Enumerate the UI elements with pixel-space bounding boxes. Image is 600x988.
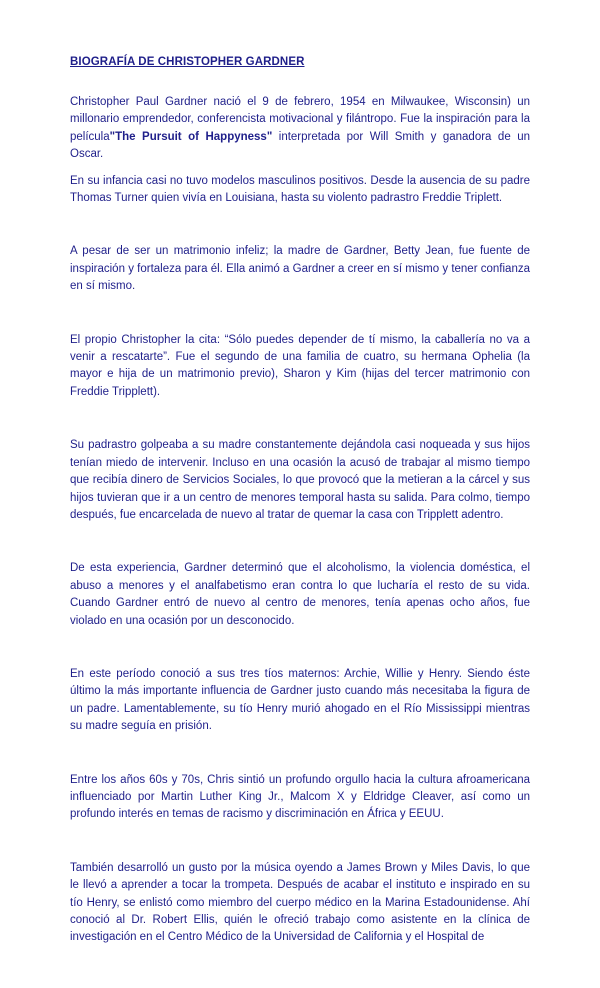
paragraph-quote: El propio Christopher la cita: “Sólo puedes depender de tí mismo, la caballería no va a venir a rescatarte”. Fue el segundo de una familia de cuatro, su hermana Ophelia (la mayor e hija de un matrimonio previo), Sharon y Kim (hijas del tercer matrimonio con Freddie Tripplett). [70, 333, 530, 398]
paragraph-childhood: En su infancia casi no tuvo modelos masculinos positivos. Desde la ausencia de su padre Thomas Turner quien vivía en Louisiana, hasta su violento padrastro Freddie Triplett. [70, 174, 530, 205]
film-title: "The Pursuit of Happyness" [109, 130, 273, 143]
paragraph-mother: A pesar de ser un matrimonio infeliz; la madre de Gardner, Betty Jean, fue fuente de inspiración y fortaleza para él. Ella animó a Gardner a creer en sí mismo y tener confianza en sí mismo. [70, 245, 530, 293]
paragraph-intro-text-end: interpretada por Will Smith y ganadora de un Oscar. [70, 130, 531, 161]
paragraph-intro-text: Christopher Paul Gardner nació el 9 de febrero, 1954 en Milwaukee, Wisconsin) un millonario emprendedor, conferencista motivacional y filántropo. Fue la inspiración para la película [70, 96, 530, 143]
paragraph-music: También desarrolló un gusto por la música oyendo a James Brown y Miles Davis, lo que le llevó a aprender a tocar la trompeta. Después de acabar el instituto e inspirado en su tío Henry, se enlistó como miembro del cuerpo médico en la Marina Estadounidense. Ahí conoció al Dr. Robert Ellis, quién le ofreció trabajo como asistente en la clínica de investigación en el Centro Médico de la Universidad de California y el Hospital de [70, 861, 530, 944]
document-page [70, 56, 530, 947]
paragraph-experience: De esta experiencia, Gardner determinó que el alcoholismo, la violencia doméstica, el abuso a menores y el analfabetismo eran contra lo que lucharía el resto de su vida. Cuando Gardner entró de nuevo al centro de menores, tenía apenas ocho años, fue violado en una ocasión por un desconocido. [70, 562, 530, 627]
paragraph-culture: Entre los años 60s y 70s, Chris sintió un profundo orgullo hacia la cultura afroamericana influenciado por Martin Luther King Jr., Malcom X y Eldridge Cleaver, así como un profundo interés en temas de racismo y discriminación en África y EEUU. [70, 773, 530, 821]
paragraph-uncles: En este período conoció a sus tres tíos maternos: Archie, Willie y Henry. Siendo éste último la más importante influencia de Gardner justo cuando más necesitaba la figura de un padre. Lamentablemente, su tío Henry murió ahogado en el Río Mississippi mientras su madre seguía en prisión. [70, 667, 530, 733]
document-title: BIOGRAFÍA DE CHRISTOPHER GARDNER [70, 56, 305, 68]
paragraph-intro [70, 94, 530, 164]
paragraph-stepfather: Su padrastro golpeaba a su madre constantemente dejándola casi noqueada y sus hijos tenían miedo de intervenir. Incluso en una ocasión la acusó de trabajar al mismo tiempo que recibía dinero de Servicios Sociales, lo que provocó que la metieran a la cárcel y sus hijos tuvieran que ir a un centro de menores temporal hasta su salida. Para colmo, tiempo después, fue encarcelada de nuevo al tratar de quemar la casa con Tripplett adentro. [70, 439, 530, 521]
